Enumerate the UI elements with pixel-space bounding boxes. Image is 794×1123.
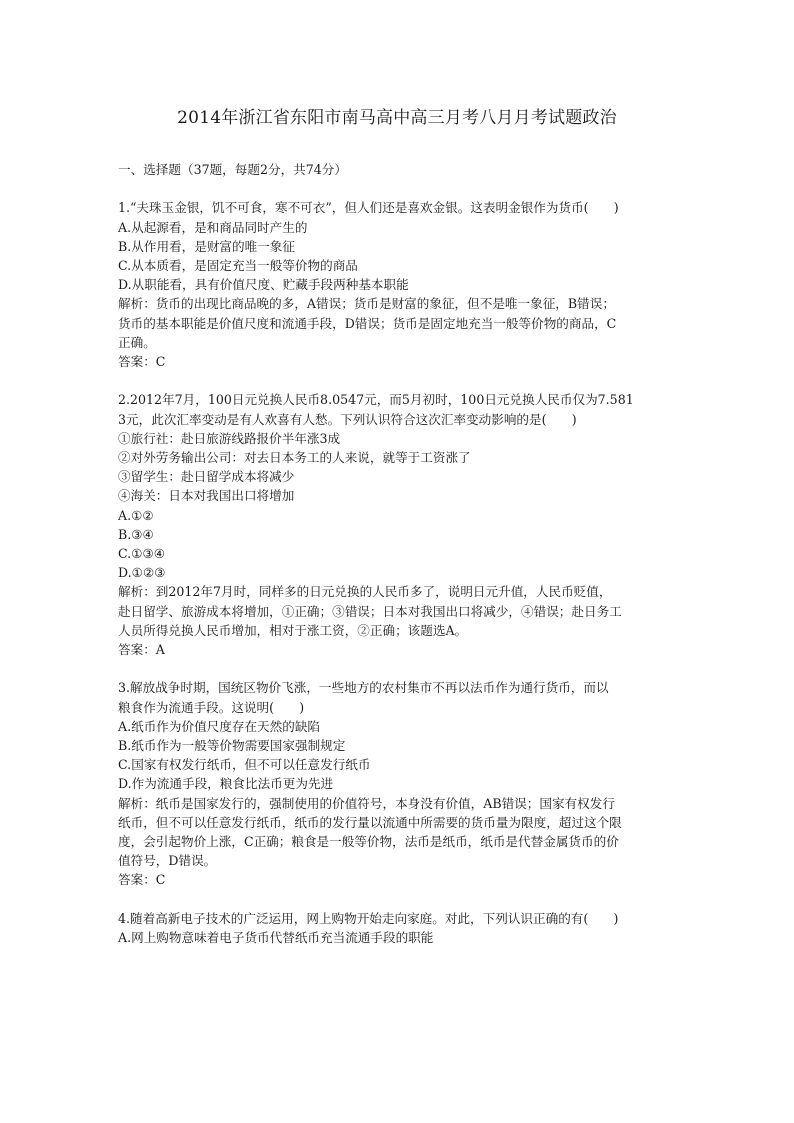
question-2 (118, 390, 678, 659)
document-body (118, 160, 678, 947)
option-b: B.③④ (118, 526, 154, 542)
analysis-line: 人员所得兑换人民币增加，相对于涨工资，②正确；该题选A。 (118, 622, 468, 638)
question-stem-line: 粮食作为流通手段。这说明( ) (118, 699, 305, 715)
question-stem-line: 1.“夫珠玉金银，饥不可食，寒不可衣”，但人们还是喜欢金银。这表明金银作为货币( ) (118, 200, 619, 216)
analysis-line: 解析：纸币是国家发行的，强制使用的价值符号，本身没有价值，AB错误；国家有权发行 (118, 795, 615, 811)
answer: 答案：C (118, 872, 166, 888)
option-c: C.从本质看，是固定充当一般等价物的商品 (118, 258, 358, 273)
question-stem-line: 2.2012年7月，100日元兑换人民币8.0547元，而5月初时，100日元兑换人民币仅为7.581 (118, 392, 634, 408)
question-stem-line: 4.随着高新电子技术的广泛运用，网上购物开始走向家庭。对此，下列认识正确的有( ) (118, 910, 619, 926)
option-c: C.①③④ (118, 546, 166, 562)
question-stem-line: 3.解放战争时期，国统区物价飞涨，一些地方的农村集市不再以法币作为通行货币，而以 (118, 680, 609, 696)
spacer (118, 371, 678, 390)
option-a: A.①② (118, 507, 154, 523)
option-d: D.从职能看，具有价值尺度、贮藏手段两种基本职能 (118, 277, 409, 293)
spacer (118, 659, 678, 678)
analysis-line: 纸币，但不可以任意发行纸币，纸币的发行量以流通中所需要的货币量为限度，超过这个限 (118, 814, 622, 830)
analysis-line: 解析：货币的出现比商品晚的多，A错误；货币是财富的象征，但不是唯一象征，B错误； (118, 296, 615, 312)
option-b: B.从作用看，是财富的唯一象征 (118, 238, 295, 254)
document-title: 2014年浙江省东阳市南马高中高三月考八月月考试题政治 (177, 108, 617, 128)
analysis-line: 正确。 (118, 334, 156, 350)
question-4 (118, 909, 678, 947)
question-1 (118, 198, 678, 371)
option-c: C.国家有权发行纸币，但不可以任意发行纸币 (118, 757, 371, 773)
analysis-line: 货币的基本职能是价值尺度和流通手段，D错误；货币是固定地充当一般等价物的商品，C (118, 315, 617, 331)
analysis-line: 度，会引起物价上涨，C正确；粮食是一般等价物，法币是纸币，纸币是代替金属货币的价 (118, 834, 619, 850)
section-heading: 一、选择题（37题，每题2分，共74分） (118, 162, 347, 177)
analysis-line: 解析：到2012年7月时，同样多的日元兑换的人民币多了，说明日元升值，人民币贬值， (118, 584, 612, 600)
statement-2: ②对外劳务输出公司：对去日本务工的人来说，就等于工资涨了 (118, 450, 471, 466)
option-a: A.纸币作为价值尺度存在天然的缺陷 (118, 718, 321, 734)
question-stem-line: 3元，此次汇率变动是有人欢喜有人愁。下列认识符合这次汇率变动影响的是( ) (118, 411, 577, 427)
statement-3: ③留学生：赴日留学成本将减少 (118, 469, 295, 485)
option-d: D.作为流通手段，粮食比法币更为先进 (118, 776, 334, 792)
answer: 答案：A (118, 642, 165, 658)
spacer (118, 890, 678, 909)
option-b: B.纸币作为一般等价物需要国家强制规定 (118, 738, 346, 754)
analysis-line: 值符号，D错误。 (118, 853, 217, 869)
answer: 答案：C (118, 354, 166, 370)
question-3 (118, 678, 678, 889)
option-a: A.从起源看，是和商品同时产生的 (118, 219, 308, 235)
statement-4: ④海关：日本对我国出口将增加 (118, 488, 295, 504)
option-a: A.网上购物意味着电子货币代替纸币充当流通手段的职能 (118, 930, 434, 946)
analysis-line: 赴日留学、旅游成本将增加，①正确；③错误；日本对我国出口将减少，④错误；赴日务工 (118, 603, 622, 619)
option-d: D.①②③ (118, 565, 166, 581)
statement-1: ①旅行社：赴日旅游线路报价半年涨3成 (118, 430, 341, 446)
